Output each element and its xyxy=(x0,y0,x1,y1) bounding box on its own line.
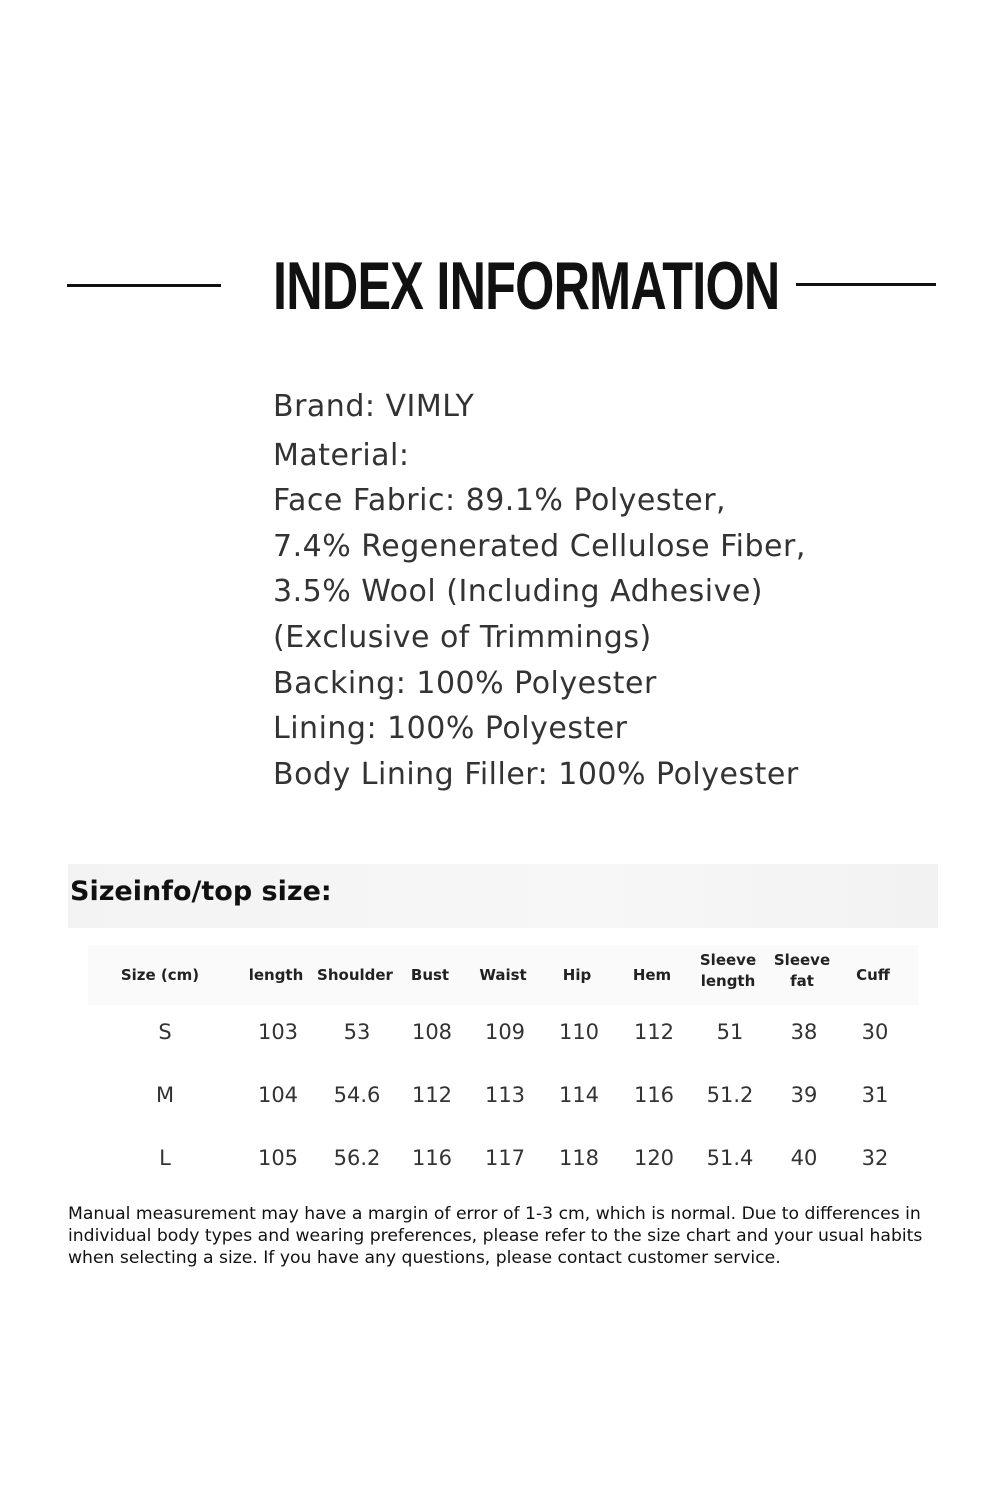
info-material-label: Material: xyxy=(273,438,410,473)
column-header-line: Sleeve xyxy=(773,951,831,969)
column-header xyxy=(121,965,199,986)
table-cell: 104 xyxy=(257,1083,299,1107)
table-cell: 40 xyxy=(790,1146,818,1170)
page-title: INDEX INFORMATION xyxy=(273,248,780,324)
table-cell: 110 xyxy=(558,1020,600,1044)
table-cell: 30 xyxy=(861,1020,889,1044)
table-cell: 39 xyxy=(790,1083,818,1107)
column-header-line: Size (cm) xyxy=(120,966,200,984)
column-header xyxy=(633,965,671,986)
table-cell: 103 xyxy=(257,1020,299,1044)
table-cell: 114 xyxy=(558,1083,600,1107)
table-cell: 32 xyxy=(861,1146,889,1170)
table-cell: 38 xyxy=(790,1020,818,1044)
table-cell: 112 xyxy=(633,1020,675,1044)
info-face-fabric: Face Fabric: 89.1% Polyester, xyxy=(273,483,727,518)
table-cell: 118 xyxy=(558,1146,600,1170)
info-brand: Brand: VIMLY xyxy=(273,389,475,424)
info-face-fabric-3: 3.5% Wool (Including Adhesive) xyxy=(273,574,764,609)
column-header-line: Bust xyxy=(410,966,450,984)
column-header xyxy=(249,965,304,986)
info-backing: Backing: 100% Polyester xyxy=(273,666,657,701)
size-section-title: Sizeinfo/top size: xyxy=(70,876,332,907)
title-divider-right xyxy=(796,283,936,286)
column-header-line: Cuff xyxy=(856,966,890,984)
size-label-cell: M xyxy=(155,1083,175,1107)
column-header-line: Hip xyxy=(562,966,592,984)
column-header-line: Sleeve xyxy=(699,951,757,969)
column-header-line: Hem xyxy=(632,966,672,984)
column-header xyxy=(700,950,756,992)
table-cell: 54.6 xyxy=(333,1083,381,1107)
measurement-disclaimer: Manual measurement may have a margin of error of 1-3 cm, which is normal. Due to differences in individual body types and wearing preferences, please refer to the size chart and your usual habits when selecting a size. If you have any questions, please contact customer service. xyxy=(68,1204,923,1268)
table-cell: 51.2 xyxy=(706,1083,754,1107)
column-header-line: Waist xyxy=(479,966,527,984)
table-cell: 31 xyxy=(861,1083,889,1107)
table-cell: 108 xyxy=(411,1020,453,1044)
table-cell: 113 xyxy=(484,1083,526,1107)
column-header xyxy=(479,965,526,986)
info-lining: Lining: 100% Polyester xyxy=(273,711,628,746)
table-cell: 109 xyxy=(484,1020,526,1044)
info-face-fabric-2: 7.4% Regenerated Cellulose Fiber, xyxy=(273,529,806,564)
table-cell: 117 xyxy=(484,1146,526,1170)
column-header-line: fat xyxy=(790,972,814,990)
column-header xyxy=(563,965,591,986)
size-label-cell: S xyxy=(158,1020,172,1044)
column-header-line: Shoulder xyxy=(317,966,393,984)
size-label-cell: L xyxy=(159,1146,171,1170)
table-cell: 56.2 xyxy=(333,1146,381,1170)
table-cell: 105 xyxy=(257,1146,299,1170)
table-cell: 53 xyxy=(343,1020,371,1044)
column-header xyxy=(317,965,393,986)
table-cell: 116 xyxy=(633,1083,675,1107)
table-cell: 116 xyxy=(411,1146,453,1170)
column-header-line: length xyxy=(700,972,756,990)
column-header-line: length xyxy=(248,966,304,984)
column-header xyxy=(774,950,830,992)
table-cell: 51 xyxy=(716,1020,744,1044)
table-cell: 112 xyxy=(411,1083,453,1107)
column-header xyxy=(856,965,890,986)
info-body-lining-filler: Body Lining Filler: 100% Polyester xyxy=(273,757,799,792)
title-divider-left xyxy=(67,284,221,287)
size-section-header xyxy=(68,864,938,928)
column-header xyxy=(411,965,449,986)
table-cell: 51.4 xyxy=(706,1146,754,1170)
table-cell: 120 xyxy=(633,1146,675,1170)
info-trimmings-note: (Exclusive of Trimmings) xyxy=(273,620,652,655)
